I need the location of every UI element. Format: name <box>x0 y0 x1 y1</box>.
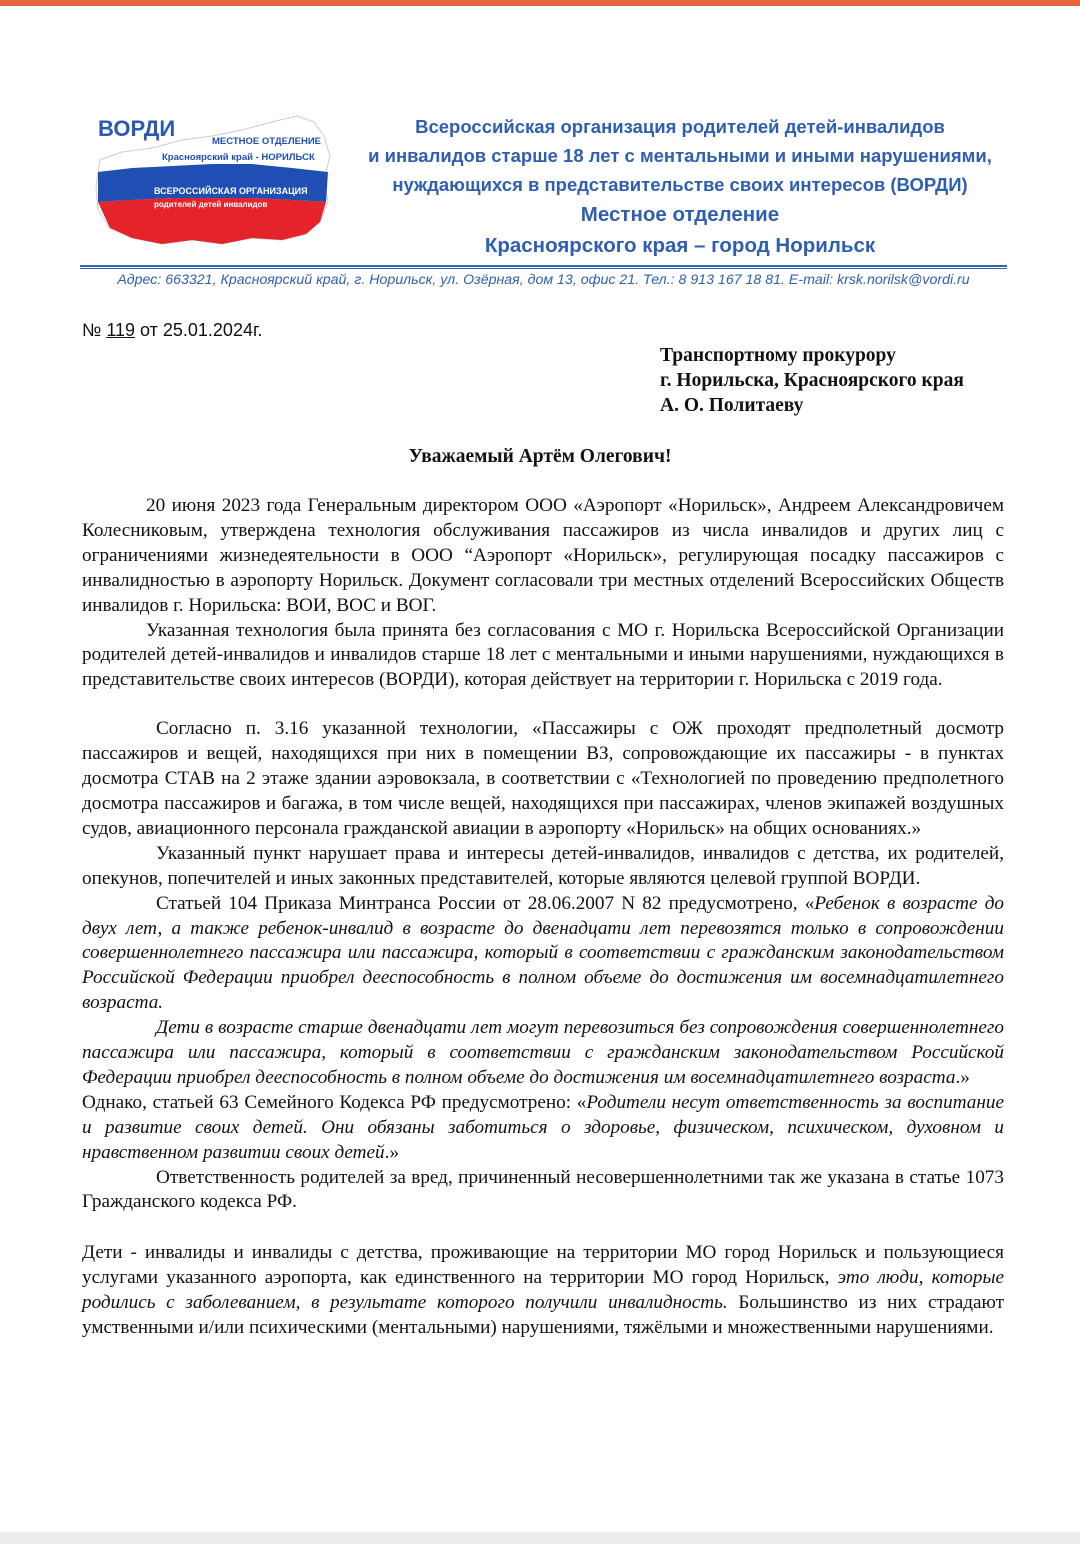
logo-line3: ВСЕРОССИЙСКАЯ ОРГАНИЗАЦИЯ <box>154 186 308 196</box>
top-accent-bar <box>0 0 1080 6</box>
p6-end: .» <box>955 1066 970 1088</box>
p5-quote: Ребенок в возрасте до двух лет, а также ребенок-инвалид в возрасте до двенадцати лет перевозятся только в сопровождении совершеннолетнего пассажира или пассажира, который в соответствии с гражданским законодательством Российской Федерации приобрел дееспособность в полном объеме до достижения им восемнадцатилетнего возраста. <box>82 892 1004 1014</box>
p9-text-b: Большинство из них страдают умственными и/или психическими (ментальными) нарушениями, тяжёлыми и множественными нарушениями. <box>82 1292 1004 1339</box>
russia-map-flag-icon <box>92 110 342 250</box>
org-name-line1: Всероссийская организация родителей детей-инвалидов <box>415 116 945 137</box>
paragraph-3: Согласно п. 3.16 указанной технологии, «Пассажиры с ОЖ проходят предполетный досмотр пассажиров и вещей, находящихся при них в помещении ВЗ, сопровождающие их пассажиры - в пунктах досмотра СТАВ на 2 этаже здании аэровокзала, в соответствии с «Технологией по проведению предполетного досмотра пассажиров и багажа, в том числе вещей, находящихся при пассажирах, членов экипажей воздушных судов, авиационного персонала гражданской авиации в аэропорту «Норильск» на общих основаниях.» <box>82 718 1004 839</box>
document-number <box>82 320 262 341</box>
p9-text-a: Дети - инвалиды и инвалиды с детства, проживающие на территории МО город Норильск и пользующиеся услугами указанного аэропорта, как единственного на территории МО город Норильск, <box>82 1242 1004 1289</box>
vordi-logo <box>92 110 342 250</box>
recipient-line1: Транспортному прокурору <box>660 345 896 366</box>
recipient-line2: г. Норильска, Красноярского края <box>660 370 964 391</box>
paragraph-1: 20 июня 2023 года Генеральным директором ООО «Аэропорт «Норильск», Андреем Александровичем Колесниковым, утверждена технология обслуживания пассажиров из числа инвалидов и других лиц с ограничениями жизнедеятельности в ООО “Аэропорт «Норильск», регулирующая посадку пассажиров с инвалидностью в аэропорту Норильск. Документ согласовали три местных отделений Всероссийских Обществ инвалидов г. Норильска: ВОИ, ВОС и ВОГ. <box>82 495 1004 616</box>
p6-quote: Дети в возрасте старше двенадцати лет могут перевозиться без сопровождения совершеннолетнего пассажира или пассажира, который в соответствии с гражданским законодательством Российской Федерации приобрел дееспособность в полном объеме до достижения им восемнадцатилетнего возраста <box>82 1017 1004 1088</box>
paragraph-8: Ответственность родителей за вред, причиненный несовершеннолетними так же указана в статье 1073 Гражданского кодекса РФ. <box>82 1166 1004 1213</box>
p9-italic: это люди, которые родились с заболеванием, в результате которого получили инвалидность. <box>82 1267 1004 1314</box>
doc-num-date: от 25.01.2024г. <box>135 320 263 340</box>
paragraph-6 <box>82 1016 1004 1091</box>
p7-quote: Родители несут ответственность за воспитание и развитие своих детей. Они обязаны заботиться о здоровье, физическом, психическом, духовном и нравственном развитии своих детей <box>82 1091 1005 1163</box>
paragraph-2: Указанная технология была принята без согласования с МО г. Норильска Всероссийской Организации родителей детей-инвалидов и инвалидов старше 18 лет с ментальными и иными нарушениями, нуждающихся в представительстве своих интересов (ВОРДИ), которая действует на территории г. Норильска с 2019 года. <box>82 619 1004 691</box>
paragraph-5 <box>82 892 1004 1017</box>
dept-name-line1: Местное отделение <box>580 203 780 226</box>
paragraph-gap <box>82 1215 1004 1241</box>
logo-brand: ВОРДИ <box>98 116 176 141</box>
paragraph-9 <box>82 1241 1004 1341</box>
recipient-line3: А. О. Политаеву <box>660 395 804 416</box>
p5-text: Статьей 104 Приказа Минтранса России от 28.06.2007 N 82 предусмотрено, « <box>156 892 815 914</box>
logo-line1: МЕСТНОЕ ОТДЕЛЕНИЕ <box>212 136 321 147</box>
bottom-bar <box>0 1532 1080 1544</box>
paragraph-4: Указанный пункт нарушает права и интересы детей-инвалидов, инвалидов с детства, их родителей, опекунов, попечителей и иных законных представителей, которые являются целевой группой ВОРДИ. <box>82 842 1004 889</box>
header-divider-thin <box>80 268 1007 269</box>
paragraph-gap <box>82 693 1004 717</box>
p7-text: Однако, статьей 63 Семейного Кодекса РФ предусмотрено: « <box>82 1091 587 1113</box>
logo-line2: Красноярский край - НОРИЛЬСК <box>162 152 315 163</box>
org-name-line3: нуждающихся в представительстве своих интересов (ВОРДИ) <box>392 174 968 195</box>
org-name-line2: и инвалидов старше 18 лет с ментальными и иными нарушениями, <box>368 145 992 166</box>
doc-num-prefix: № <box>82 320 107 340</box>
org-header <box>330 112 1030 261</box>
p7-end: .» <box>384 1141 400 1163</box>
header-divider <box>80 265 1007 267</box>
recipient-block <box>660 343 964 418</box>
org-address: Адрес: 663321, Красноярский край, г. Норильск, ул. Озёрная, дом 13, офис 21. Тел.: 8 913 167 18 81. E-mail: krsk.norilsk@vordi.ru <box>117 272 970 288</box>
salutation: Уважаемый Артём Олегович! <box>408 446 672 467</box>
dept-name-line2: Красноярского края – город Норильск <box>484 234 876 257</box>
letter-body <box>82 494 1004 1341</box>
logo-line4: родителей детей инвалидов <box>154 200 268 209</box>
paragraph-7 <box>82 1091 1004 1166</box>
doc-num-value: 119 <box>106 320 136 340</box>
